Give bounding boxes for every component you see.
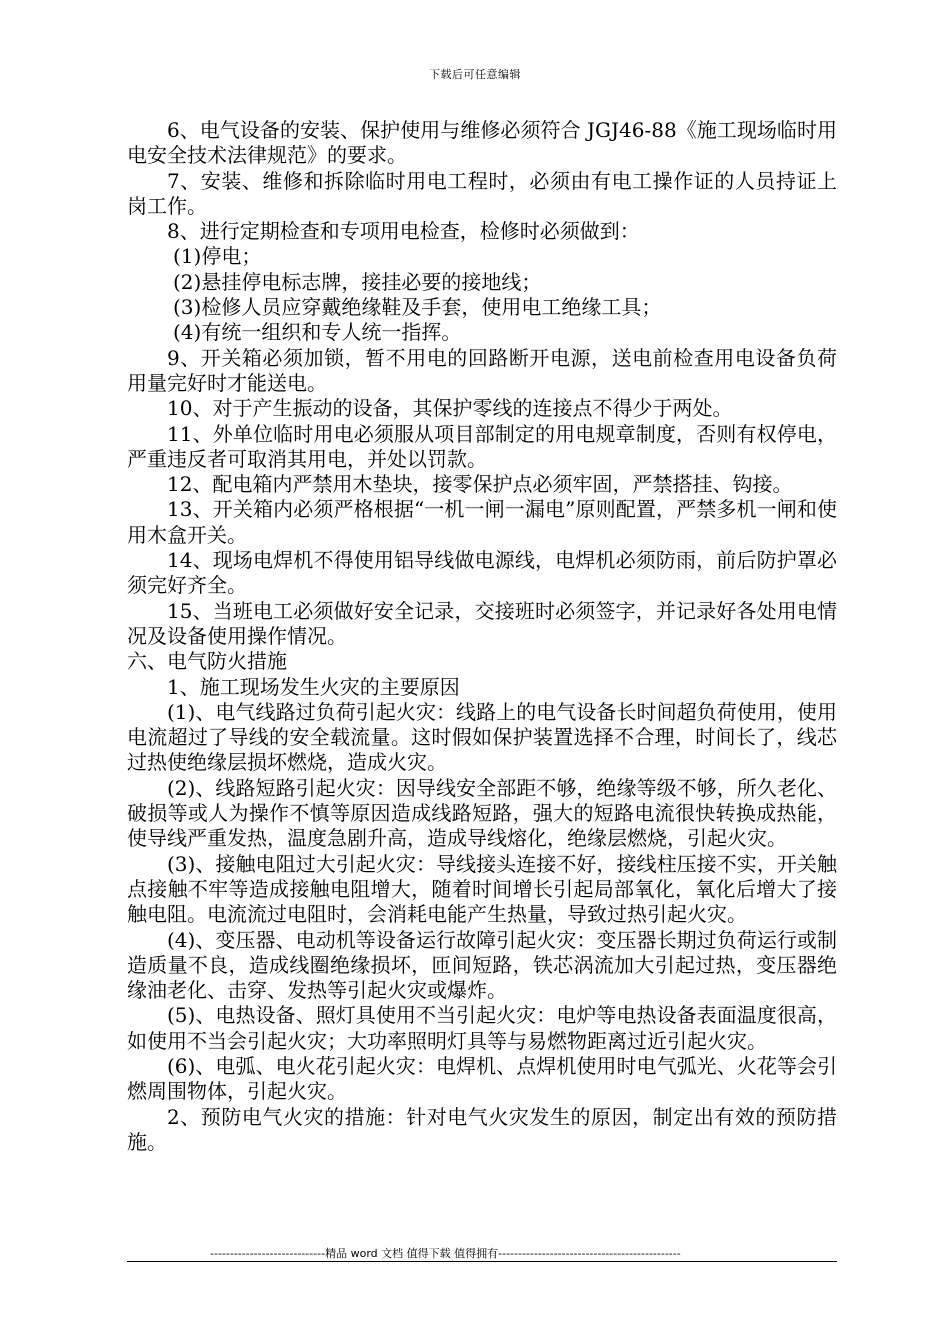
list-item: (2)悬挂停电标志牌，接挂必要的接地线；: [173, 269, 542, 294]
paragraph: (2)、线路短路引起火灾：因导线安全部距不够，绝缘等级不够，所久老化、破损等或人为操作不慎等原因造成线路短路，强大的短路电流很快转换成热能，使导线严重发热，温度急剧升高，造成导线熔化，绝缘层燃烧，引起火灾。: [127, 775, 837, 851]
paragraph: 9、开关箱必须加锁，暂不用电的回路断开电源，送电前检查用电设备负荷用量完好时才能送电。: [127, 345, 837, 395]
paragraph: (1)、电气线路过负荷引起火灾：线路上的电气设备长时间超负荷使用，使用电流超过了导线的安全载流量。这时假如保护装置选择不合理，时间长了，线芯过热使绝缘层损坏燃烧，造成火灾。: [127, 699, 837, 775]
paragraph: 8、进行定期检查和专项用电检查，检修时必须做到：: [167, 219, 640, 244]
list-item: (3)检修人员应穿戴绝缘鞋及手套，使用电工绝缘工具；: [173, 295, 662, 320]
paragraph: 14、现场电焊机不得使用铝导线做电源线，电焊机必须防雨，前后防护罩必须完好齐全。: [127, 548, 837, 598]
paragraph: (3)、接触电阻过大引起火灾：导线接头连接不好，接线柱压接不实，开关触点接触不牢等造成接触电阻增大，随着时间增长引起局部氧化，氧化后增大了接触电阻。电流流过电阻时，会消耗电能产生热量，导致过热引起火灾。: [127, 851, 837, 927]
list-item: (4)有统一组织和专人统一指挥。: [173, 320, 462, 345]
list-item: (1)停电；: [173, 244, 262, 269]
paragraph: (6)、电弧、电火花引起火灾：电焊机、点焊机使用时电气弧光、火花等会引燃周围物体，引起火灾。: [127, 1053, 837, 1104]
paragraph: (5)、电热设备、照灯具使用不当引起火灾：电炉等电热设备表面温度很高，如使用不当会引起火灾；大功率照明灯具等与易燃物距离过近引起火灾。: [127, 1003, 837, 1053]
page-header: 下载后可任意编辑: [429, 68, 521, 81]
footer-divider: [127, 1261, 837, 1262]
paragraph: 6、电气设备的安装、保护使用与维修必须符合 JGJ46-88《施工现场临时用电安全技术法律规范》的要求。: [127, 118, 837, 168]
document-body: [127, 118, 837, 1155]
paragraph: (4)、变压器、电动机等设备运行故障引起火灾：变压器长期过负荷运行或制造质量不良，造成线圈绝缘损坏，匝间短路，铁芯涡流加大引起过热，变压器绝缘油老化、击穿、发热等引起火灾或爆炸。: [127, 927, 837, 1003]
page-footer: -----------------------------精品 word 文档 值得下载 值得拥有----------------------------------------------: [210, 1247, 681, 1260]
paragraph: 1、施工现场发生火灾的主要原因: [167, 674, 460, 699]
paragraph: 7、安装、维修和拆除临时用电工程时，必须由有电工操作证的人员持证上岗工作。: [127, 168, 837, 218]
paragraph: 11、外单位临时用电必须服从项目部制定的用电规章制度，否则有权停电，严重违反者可取消其用电，并处以罚款。: [127, 421, 837, 471]
paragraph: 15、当班电工必须做好安全记录，交接班时必须签字，并记录好各处用电情况及设备使用操作情况。: [127, 598, 837, 648]
paragraph: 10、对于产生振动的设备，其保护零线的连接点不得少于两处。: [167, 396, 733, 421]
paragraph: 2、预防电气火灾的措施：针对电气火灾发生的原因，制定出有效的预防措施。: [127, 1104, 837, 1154]
paragraph: 13、开关箱内必须严格根据“一机一闸一漏电”原则配置，严禁多机一闸和使用木盒开关。: [127, 497, 837, 547]
section-heading: 六、电气防火措施: [127, 649, 287, 674]
paragraph: 12、配电箱内严禁用木垫块，接零保护点必须牢固，严禁搭挂、钩接。: [167, 472, 793, 497]
